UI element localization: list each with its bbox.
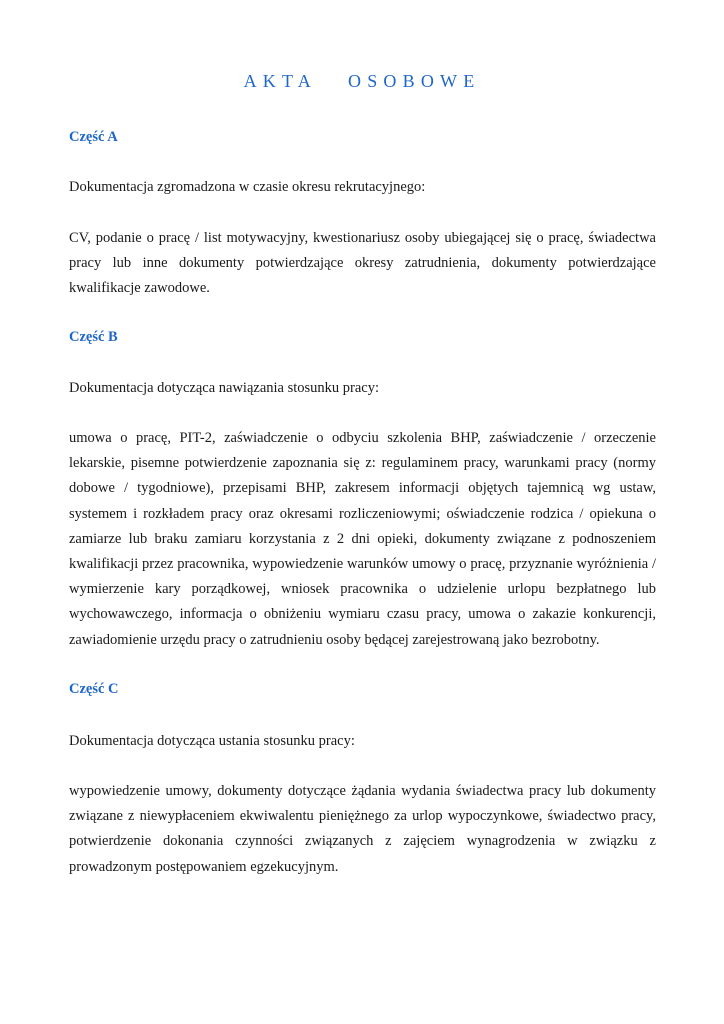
document-title: AKTA OSOBOWE [243, 71, 481, 91]
section-b-intro: Dokumentacja dotycząca nawiązania stosunku pracy: [69, 380, 380, 396]
section-c-heading: Część C [69, 681, 119, 697]
section-a-body: CV, podanie o pracę / list motywacyjny, kwestionariusz osoby ubiegającej się o pracę, świadectwa pracy lub inne dokumenty potwierdzające okresy zatrudnienia, dokumenty potwierdzające kwalifikacje zawodowe. [69, 230, 656, 297]
section-a-intro: Dokumentacja zgromadzona w czasie okresu rekrutacyjnego: [69, 179, 426, 195]
section-b-heading: Część B [69, 329, 118, 345]
section-b-body: umowa o pracę, PIT-2, zaświadczenie o odbyciu szkolenia BHP, zaświadczenie / orzeczenie lekarskie, pisemne potwierdzenie zapoznania się z: regulaminem pracy, warunkami pracy (normy dobowe / tygodniowe), przepisami BHP, zakresem informacji objętych tajemnicą wg ustaw, systemem i rozkładem pracy oraz okresami rozliczeniowymi; oświadczenie rodzica / opiekuna o zamiarze lub braku zamiaru korzystania z 2 dni opieki, dokumenty związane z podnoszeniem kwalifikacji przez pracownika, wypowiedzenie warunków umowy o pracę, przyznanie wyróżnienia / wymierzenie kary porządkowej, wniosek pracownika o udzielenie urlopu bezpłatnego lub wychowawczego, informacja o obniżeniu wymiaru czasu pracy, umowa o zakazie konkurencji, zawiadomienie urzędu pracy o zatrudnieniu osoby będącej zarejestrowaną jako bezrobotny. [69, 430, 656, 648]
section-c-body: wypowiedzenie umowy, dokumenty dotyczące żądania wydania świadectwa pracy lub dokumenty związane z niewypłaceniem ekwiwalentu pieniężnego za urlop wypoczynkowe, świadectwo pracy, potwierdzenie dokonania czynności związanych z zajęciem wynagrodzenia w związku z prowadzonym postępowaniem egzekucyjnym. [69, 783, 656, 875]
section-a-heading: Część A [69, 129, 118, 145]
section-c-intro: Dokumentacja dotycząca ustania stosunku pracy: [69, 733, 355, 749]
